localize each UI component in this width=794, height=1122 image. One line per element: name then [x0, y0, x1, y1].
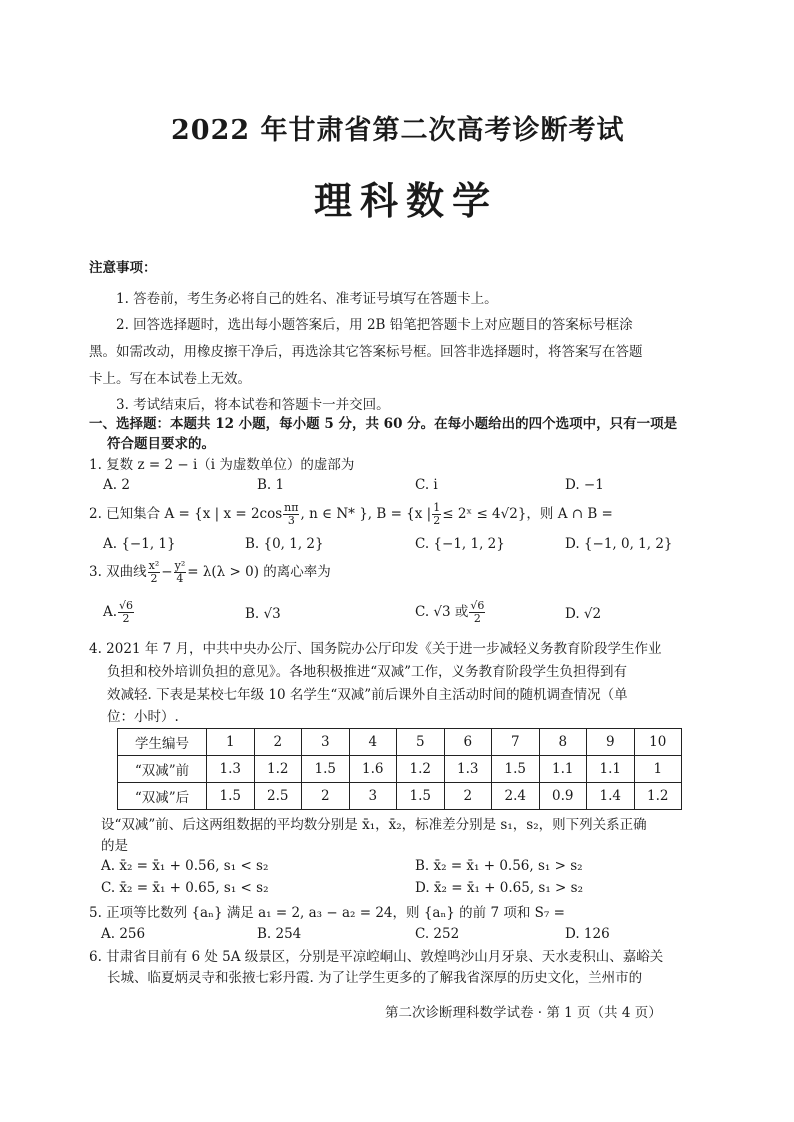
note-item-2-line-3: 卡上。写在本试卷上无效。	[89, 371, 251, 387]
table-header-cell: 1	[207, 729, 255, 756]
q2-option-a: A. {−1, 1}	[103, 536, 176, 552]
table-cell: 2	[302, 783, 350, 810]
q3-option-b: B. √3	[245, 606, 281, 622]
table-header-cell: 6	[444, 729, 492, 756]
q4-line-1: 4. 2021 年 7 月，中共中央办公厅、国务院办公厅印发《关于进一步减轻义务教育阶段学生作业	[89, 641, 662, 657]
table-cell: 1.4	[587, 783, 635, 810]
exam-title: 2022 年甘肃省第二次高考诊断考试	[171, 115, 625, 146]
table-row-label: “双减”前	[118, 756, 207, 783]
q3-option-d: D. √2	[565, 606, 602, 622]
q3-option-c	[415, 600, 486, 625]
table-cell: 3	[349, 783, 397, 810]
table-cell: 0.9	[539, 783, 587, 810]
q6-line-1: 6. 甘肃省目前有 6 处 5A 级景区，分别是平凉崆峒山、敦煌鸣沙山月牙泉、天水麦积山、嘉峪关	[89, 949, 664, 965]
table-cell: 2.4	[492, 783, 540, 810]
table-cell: 1.2	[397, 756, 445, 783]
q3-option-c-fraction	[469, 600, 485, 625]
table-header-cell: 3	[302, 729, 350, 756]
q2-stem	[89, 502, 613, 527]
q2-option-d: D. {−1, 0, 1, 2}	[565, 536, 673, 552]
table-cell: 1.3	[444, 756, 492, 783]
table-header-cell: 4	[349, 729, 397, 756]
q2-option-c: C. {−1, 1, 2}	[415, 536, 505, 552]
table-cell: 1.1	[539, 756, 587, 783]
note-item-3: 3. 考试结束后，将本试卷和答题卡一并交回。	[116, 397, 390, 413]
q3-fraction-x	[148, 560, 161, 585]
q4-option-d: D. x̄₂ = x̄₁ + 0.65, s₁ > s₂	[415, 880, 583, 896]
q2-fraction-1-numerator: nπ	[284, 501, 299, 514]
table-cell: 1.6	[349, 756, 397, 783]
q3-option-a	[103, 600, 135, 625]
notes-heading: 注意事项：	[89, 260, 157, 276]
page-footer: 第二次诊断理科数学试卷 · 第 1 页（共 4 页）	[385, 1005, 662, 1021]
q5-option-a: A. 256	[101, 926, 146, 942]
q5-option-c: C. 252	[415, 926, 460, 942]
q4-line-3: 效减轻. 下表是某校七年级 10 名学生“双减”前后课外自主活动时间的随机调查情况（单	[107, 687, 628, 703]
table-cell: 1.2	[254, 756, 302, 783]
q3-fraction-y-denominator: 4	[176, 572, 184, 585]
q2-fraction-1	[283, 502, 299, 527]
note-item-2-line-2: 黑。如需改动，用橡皮擦干净后，再选涂其它答案标号框。回答非选择题时，将答案写在答题	[89, 344, 643, 360]
table-header-cell: 学生编号	[118, 729, 207, 756]
table-cell: 1.5	[397, 783, 445, 810]
note-item-1: 1. 答卷前，考生务必将自己的姓名、准考证号填写在答题卡上。	[116, 291, 498, 307]
q2-fraction-2-denominator: 2	[433, 514, 441, 527]
q3-option-c-numerator: √6	[470, 599, 485, 612]
q1-option-d: D. −1	[565, 477, 604, 493]
table-row-label: “双减”后	[118, 783, 207, 810]
q2-stem-mid: , n ∈ N* }, B = {x |	[300, 506, 432, 522]
q5-stem: 5. 正项等比数列 {aₙ} 满足 a₁ = 2, a₃ − a₂ = 24，则 {aₙ} 的前 7 项和 S₇ =	[89, 905, 565, 921]
q3-option-a-fraction	[118, 600, 134, 625]
q4-option-a: A. x̄₂ = x̄₁ + 0.56, s₁ < s₂	[101, 858, 269, 874]
q3-fraction-x-denominator: 2	[150, 572, 158, 585]
q3-stem	[89, 560, 331, 585]
q3-fraction-y-numerator: y²	[174, 559, 186, 572]
q3-option-c-denominator: 2	[473, 612, 481, 625]
q1-option-c: C. i	[415, 477, 438, 493]
q3-fraction-x-numerator: x²	[148, 559, 160, 572]
table-header-cell: 2	[254, 729, 302, 756]
table-header-row	[118, 729, 682, 756]
q5-option-d: D. 126	[565, 926, 610, 942]
q2-fraction-1-denominator: 3	[287, 514, 295, 527]
q1-stem: 1. 复数 z = 2 − i（i 为虚数单位）的虚部为	[89, 457, 355, 473]
section-heading-line-1: 一、选择题：本题共 12 小题，每小题 5 分，共 60 分。在每小题给出的四个选项中，只有一项是	[89, 416, 678, 432]
q4-after-line-2: 的是	[101, 838, 128, 854]
q4-option-c: C. x̄₂ = x̄₁ + 0.65, s₁ < s₂	[101, 880, 269, 896]
q4-line-2: 负担和校外培训负担的意见》。各地积极推进“双减”工作，义务教育阶段学生负担得到有	[107, 664, 628, 680]
table-cell: 1.2	[634, 783, 682, 810]
q2-stem-post: ≤ 2ˣ ≤ 4√2}，则 A ∩ B =	[442, 506, 613, 522]
q4-option-b: B. x̄₂ = x̄₁ + 0.56, s₁ > s₂	[415, 858, 583, 874]
q6-line-2: 长城、临夏炳灵寺和张掖七彩丹霞. 为了让学生更多的了解我省深厚的历史文化，兰州市的	[107, 970, 643, 986]
q3-minus: −	[161, 564, 173, 580]
table-cell: 2	[444, 783, 492, 810]
q2-fraction-2-numerator: 1	[433, 501, 441, 514]
table-cell: 1.5	[302, 756, 350, 783]
q3-option-a-label: A.	[103, 604, 118, 620]
q4-line-4: 位：小时）.	[107, 709, 179, 725]
table-row-before	[118, 756, 682, 783]
section-heading-line-2: 符合题目要求的。	[107, 436, 215, 452]
q3-fraction-y	[174, 560, 187, 585]
q2-fraction-2	[432, 502, 441, 527]
survey-table	[117, 728, 682, 810]
q5-option-b: B. 254	[257, 926, 302, 942]
q3-option-a-numerator: √6	[119, 599, 134, 612]
table-cell: 1.3	[207, 756, 255, 783]
q3-stem-pre: 3. 双曲线	[89, 564, 147, 580]
q4-after-line-1: 设“双减”前、后这两组数据的平均数分别是 x̄₁，x̄₂，标准差分别是 s₁，s₂，则下列关系正确	[101, 817, 647, 833]
note-item-2-line-1: 2. 回答选择题时，选出每小题答案后，用 2B 铅笔把答题卡上对应题目的答案标号框涂	[116, 317, 633, 333]
table-cell: 1.5	[492, 756, 540, 783]
q2-stem-pre: 2. 已知集合 A = {x | x = 2cos	[89, 506, 283, 522]
q1-option-a: A. 2	[103, 477, 130, 493]
q3-option-c-label: C. √3 或	[415, 604, 469, 620]
table-header-cell: 5	[397, 729, 445, 756]
q3-option-a-denominator: 2	[122, 612, 130, 625]
table-cell: 1	[634, 756, 682, 783]
table-cell: 1.5	[207, 783, 255, 810]
table-header-cell: 7	[492, 729, 540, 756]
q1-option-b: B. 1	[257, 477, 285, 493]
table-cell: 1.1	[587, 756, 635, 783]
table-header-cell: 10	[634, 729, 682, 756]
q3-stem-post: = λ(λ > 0) 的离心率为	[187, 564, 331, 580]
table-cell: 2.5	[254, 783, 302, 810]
subject-title: 理科数学	[314, 178, 499, 223]
table-header-cell: 8	[539, 729, 587, 756]
table-row-after	[118, 783, 682, 810]
table-header-cell: 9	[587, 729, 635, 756]
q2-option-b: B. {0, 1, 2}	[245, 536, 324, 552]
